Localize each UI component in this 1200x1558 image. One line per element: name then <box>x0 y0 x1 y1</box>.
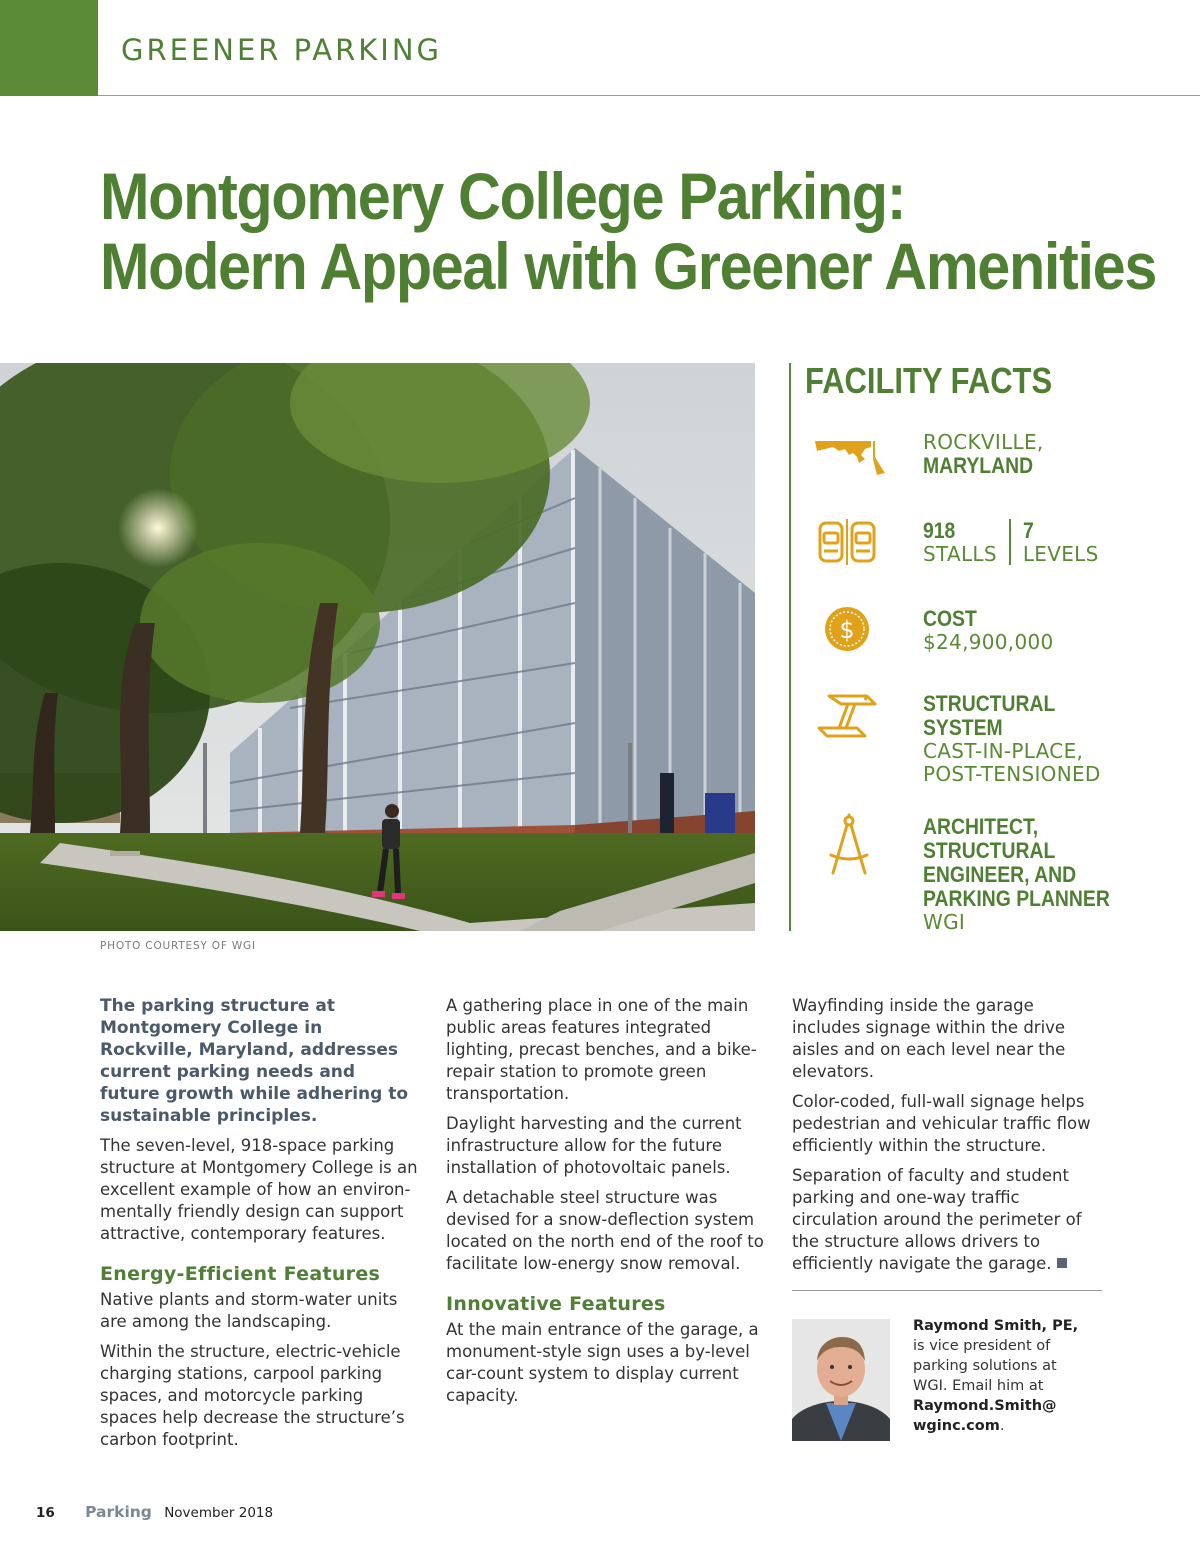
fact-architect-label-1: ARCHITECT, <box>923 814 1039 839</box>
fact-structure-label-1: STRUCTURAL <box>923 691 1056 716</box>
body-paragraph: Daylight harvesting and the current infrastructure allow for the future installation of photovoltaic panels. <box>446 1114 742 1177</box>
author-email: Raymond.Smith@ wginc.com <box>913 1398 1057 1434</box>
article-title-line-1: Montgomery College Parking: <box>100 159 906 233</box>
steel-beam-icon <box>815 690 887 748</box>
subhead-energy-efficient: Energy-Efficient Features <box>100 1263 381 1285</box>
fact-cost-value: $24,900,000 <box>923 630 1054 654</box>
article-lead: The parking structure at Montgomery College in Rockville, Maryland, addresses current parking needs and future growth while adhering to sustainable principles. <box>100 996 409 1126</box>
fact-stalls-label: STALLS <box>923 542 997 566</box>
fact-location-state: MARYLAND <box>923 453 1034 478</box>
fact-levels <box>1009 519 1099 565</box>
header-green-tab <box>0 0 98 96</box>
fact-architect-label-2: STRUCTURAL <box>923 838 1056 863</box>
parking-garage-photo <box>0 363 755 931</box>
fact-cost-label: COST <box>923 606 977 631</box>
fact-architect-label-4: PARKING PLANNER <box>923 886 1110 911</box>
author-photo <box>792 1319 890 1441</box>
article-title-line-2: Modern Appeal with Greener Amenities <box>100 229 1157 303</box>
header-divider <box>98 95 1200 96</box>
author-bio-end: . <box>999 1418 1005 1434</box>
body-paragraph: At the main entrance of the garage, a monument-style sign uses a by-level car-count system to display current capacity. <box>446 1320 759 1405</box>
photo-credit: PHOTO COURTESY OF WGI <box>100 940 256 952</box>
author-name: Raymond Smith, PE, <box>913 1318 1079 1334</box>
maryland-state-icon <box>815 437 887 481</box>
body-paragraph: Wayfinding inside the garage includes signage within the drive aisles and on each level near the elevators. <box>792 996 1066 1081</box>
section-label: GREENER PARKING <box>121 33 443 67</box>
subhead-innovative: Innovative Features <box>446 1293 666 1315</box>
body-paragraph-last <box>792 1165 1104 1275</box>
page-number: 16 <box>36 1505 55 1521</box>
body-paragraph: Within the structure, electric-vehicle charging stations, carpool parking spaces, and motorcycle parking spaces help decrease the structure’s carbon footprint. <box>100 1342 405 1449</box>
page-footer <box>36 1503 273 1521</box>
author-description: is vice president of parking solutions at WGI. Email him at <box>913 1338 1057 1394</box>
compass-drafting-icon <box>815 813 887 881</box>
fact-structure-value-2: POST-TENSIONED <box>923 762 1101 786</box>
body-paragraph: The seven-level, 918-space parking structure at Montgomery College is an excellent example of how an environ-mentally friendly design can support attractive, contemporary features. <box>100 1136 418 1243</box>
facts-divider <box>789 363 791 931</box>
fact-levels-value: 7 <box>1022 518 1034 543</box>
author-bio <box>913 1316 1083 1436</box>
end-mark-icon <box>1057 1258 1067 1268</box>
cars-icon <box>815 519 887 569</box>
body-paragraph: A gathering place in one of the main public areas features integrated lighting, precast benches, and a bike-repair station to promote green transportation. <box>446 996 757 1103</box>
body-paragraph: Color-coded, full-wall signage helps pedestrian and vehicular traffic flow efficiently within the structure. <box>792 1092 1091 1155</box>
dollar-coin-icon <box>815 605 887 657</box>
body-paragraph: Native plants and storm-water units are among the landscaping. <box>100 1290 398 1331</box>
svg-text:$: $ <box>839 616 855 644</box>
fact-capacity <box>923 519 1099 566</box>
body-paragraph: A detachable steel structure was devised for a snow-deflection system located on the north end of the roof to facilitate low-energy snow removal. <box>446 1188 764 1273</box>
fact-architect <box>923 815 1135 934</box>
body-column-2 <box>446 995 764 1415</box>
fact-stalls-value: 918 <box>923 518 956 543</box>
fact-location-city: ROCKVILLE, <box>923 430 1044 454</box>
body-column-1 <box>100 995 418 1459</box>
body-column-3 <box>792 995 1104 1283</box>
fact-structural-system <box>923 692 1101 786</box>
body-paragraph-text: Separation of faculty and student parking and one-way traffic circulation around the perimeter of the structure allows drivers to efficiently navigate the garage. <box>792 1166 1082 1273</box>
magazine-name: Parking <box>85 1503 152 1521</box>
parking-garage-illustration <box>0 363 755 931</box>
fact-stalls <box>923 519 1009 566</box>
fact-structure-value-1: CAST-IN-PLACE, <box>923 739 1084 763</box>
fact-levels-label: LEVELS <box>1022 542 1099 566</box>
fact-structure-label-2: SYSTEM <box>923 715 1003 740</box>
fact-location <box>923 431 1048 478</box>
fact-cost <box>923 607 1054 654</box>
issue-date: November 2018 <box>164 1505 274 1521</box>
fact-architect-value: WGI <box>923 910 966 934</box>
facts-heading: FACILITY FACTS <box>805 360 1053 401</box>
fact-architect-label-3: ENGINEER, AND <box>923 862 1077 887</box>
author-divider <box>792 1290 1102 1291</box>
